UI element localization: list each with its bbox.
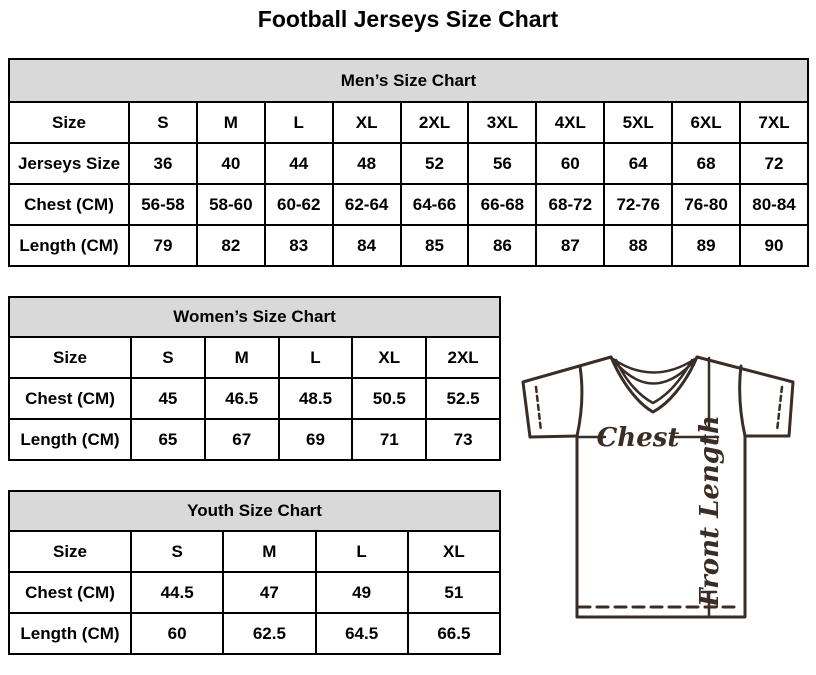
row-label-cell: Size bbox=[9, 102, 129, 143]
value-cell: XL bbox=[333, 102, 401, 143]
value-cell: S bbox=[131, 337, 205, 378]
value-cell: 49 bbox=[316, 572, 408, 613]
value-cell: 2XL bbox=[426, 337, 500, 378]
value-cell: 56-58 bbox=[129, 184, 197, 225]
table-row bbox=[9, 225, 808, 266]
womens-table-title: Women’s Size Chart bbox=[9, 297, 500, 337]
chest-label: Chest bbox=[596, 423, 680, 453]
value-cell: 46.5 bbox=[205, 378, 279, 419]
value-cell: 45 bbox=[131, 378, 205, 419]
value-cell: 3XL bbox=[468, 102, 536, 143]
value-cell: 82 bbox=[197, 225, 265, 266]
value-cell: 67 bbox=[205, 419, 279, 460]
value-cell: 4XL bbox=[536, 102, 604, 143]
value-cell: 47 bbox=[223, 572, 315, 613]
table-title-row bbox=[9, 297, 500, 337]
value-cell: 88 bbox=[604, 225, 672, 266]
value-cell: 73 bbox=[426, 419, 500, 460]
value-cell: 80-84 bbox=[740, 184, 808, 225]
value-cell: 56 bbox=[468, 143, 536, 184]
value-cell: 71 bbox=[352, 419, 426, 460]
row-label-cell: Length (CM) bbox=[9, 613, 131, 654]
value-cell: 60-62 bbox=[265, 184, 333, 225]
value-cell: 66-68 bbox=[468, 184, 536, 225]
row-label-cell: Length (CM) bbox=[9, 225, 129, 266]
table-row bbox=[9, 531, 500, 572]
value-cell: 7XL bbox=[740, 102, 808, 143]
value-cell: 90 bbox=[740, 225, 808, 266]
mens-size-table bbox=[8, 58, 809, 267]
value-cell: L bbox=[316, 531, 408, 572]
table-row bbox=[9, 184, 808, 225]
value-cell: 64.5 bbox=[316, 613, 408, 654]
value-cell: 51 bbox=[408, 572, 500, 613]
value-cell: 44 bbox=[265, 143, 333, 184]
value-cell: 76-80 bbox=[672, 184, 740, 225]
value-cell: 5XL bbox=[604, 102, 672, 143]
value-cell: 87 bbox=[536, 225, 604, 266]
value-cell: 65 bbox=[131, 419, 205, 460]
value-cell: XL bbox=[408, 531, 500, 572]
value-cell: 60 bbox=[536, 143, 604, 184]
table-row bbox=[9, 337, 500, 378]
value-cell: 48 bbox=[333, 143, 401, 184]
table-row bbox=[9, 102, 808, 143]
row-label-cell: Length (CM) bbox=[9, 419, 131, 460]
table-row bbox=[9, 419, 500, 460]
row-label-cell: Jerseys Size bbox=[9, 143, 129, 184]
page-title: Football Jerseys Size Chart bbox=[257, 6, 559, 32]
value-cell: 83 bbox=[265, 225, 333, 266]
value-cell: 36 bbox=[129, 143, 197, 184]
value-cell: 86 bbox=[468, 225, 536, 266]
womens-size-table bbox=[8, 296, 501, 461]
value-cell: 66.5 bbox=[408, 613, 500, 654]
value-cell: 89 bbox=[672, 225, 740, 266]
value-cell: 58-60 bbox=[197, 184, 265, 225]
value-cell: 44.5 bbox=[131, 572, 223, 613]
row-label-cell: Chest (CM) bbox=[9, 572, 131, 613]
jersey-outline bbox=[523, 357, 793, 617]
value-cell: 52 bbox=[401, 143, 469, 184]
value-cell: 69 bbox=[279, 419, 353, 460]
value-cell: S bbox=[129, 102, 197, 143]
right-armhole-seam bbox=[740, 366, 745, 436]
value-cell: S bbox=[131, 531, 223, 572]
value-cell: 60 bbox=[131, 613, 223, 654]
front-length-label: Front Length bbox=[695, 415, 725, 607]
table-title-row bbox=[9, 491, 500, 531]
value-cell: M bbox=[205, 337, 279, 378]
row-label-cell: Chest (CM) bbox=[9, 184, 129, 225]
value-cell: 52.5 bbox=[426, 378, 500, 419]
table-title-row bbox=[9, 59, 808, 102]
value-cell: 62-64 bbox=[333, 184, 401, 225]
value-cell: 40 bbox=[197, 143, 265, 184]
value-cell: 85 bbox=[401, 225, 469, 266]
value-cell: 6XL bbox=[672, 102, 740, 143]
value-cell: 48.5 bbox=[279, 378, 353, 419]
table-row bbox=[9, 143, 808, 184]
mens-table-title: Men’s Size Chart bbox=[9, 59, 808, 102]
youth-size-table bbox=[8, 490, 501, 655]
value-cell: XL bbox=[352, 337, 426, 378]
value-cell: 79 bbox=[129, 225, 197, 266]
value-cell: M bbox=[197, 102, 265, 143]
value-cell: M bbox=[223, 531, 315, 572]
table-row bbox=[9, 378, 500, 419]
value-cell: 64-66 bbox=[401, 184, 469, 225]
row-label-cell: Size bbox=[9, 337, 131, 378]
jersey-measurement-diagram bbox=[505, 330, 816, 675]
value-cell: 68 bbox=[672, 143, 740, 184]
value-cell: 72-76 bbox=[604, 184, 672, 225]
value-cell: 64 bbox=[604, 143, 672, 184]
row-label-cell: Size bbox=[9, 531, 131, 572]
value-cell: L bbox=[265, 102, 333, 143]
value-cell: 68-72 bbox=[536, 184, 604, 225]
value-cell: 62.5 bbox=[223, 613, 315, 654]
right-cuff-dashed-line bbox=[777, 387, 782, 431]
value-cell: 2XL bbox=[401, 102, 469, 143]
table-row bbox=[9, 572, 500, 613]
left-armhole-seam bbox=[577, 366, 582, 436]
youth-table-title: Youth Size Chart bbox=[9, 491, 500, 531]
value-cell: 72 bbox=[740, 143, 808, 184]
value-cell: 50.5 bbox=[352, 378, 426, 419]
row-label-cell: Chest (CM) bbox=[9, 378, 131, 419]
left-cuff-dashed-line bbox=[536, 387, 541, 431]
value-cell: L bbox=[279, 337, 353, 378]
value-cell: 84 bbox=[333, 225, 401, 266]
table-row bbox=[9, 613, 500, 654]
